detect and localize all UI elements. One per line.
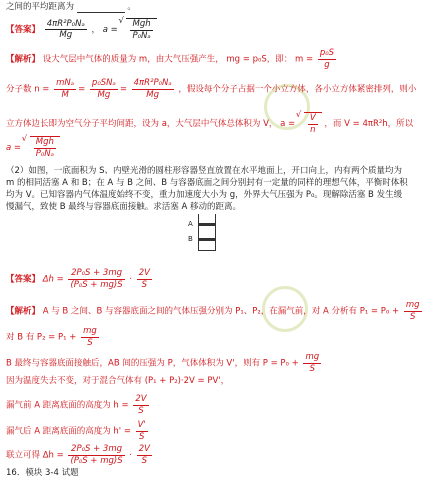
fraction: $\frac{\text{4πR²P₀Nₐ}}{Mg}$	[133, 78, 172, 100]
fraction: $\frac{\text{4πR²P₀Nₐ}}{Mg}$	[46, 18, 85, 41]
analysis-2-line-3: B 最终与容器底面接触后，AB 间的压强为 P，气体体积为 V'，则有 P = P₀ + $\frac{mg}{S}$	[6, 352, 320, 374]
answer-1: 【答案】 $\frac{\text{4πR²P₀Nₐ}}{Mg}$ ， a = √ $\frac{\text{Mgh}}{\text{P₀Nₐ}}$	[6, 18, 394, 41]
analysis-line-4: a = √ $\frac{\text{Mgh}}{\text{P₀Nₐ}}$	[6, 136, 394, 159]
analysis-2-line-6: 漏气后 A 距离底面的高度为 h' = $\frac{V'}{S}$	[6, 420, 146, 442]
fraction: $\frac{\text{p₀SNₐ}}{Mg}$	[91, 78, 116, 100]
cube-root: √ $\frac{V}{n}$	[304, 112, 322, 135]
answer-blank	[77, 12, 125, 13]
answer-2: 【答案】 Δh = $\frac{\text{2P₀S + 3mg}}{\text{(P₀S + mg)S}}$ · $\frac{2V}{S}$	[6, 268, 150, 290]
answer-label: 【答案】	[6, 25, 41, 36]
analysis-2-line-7: 联立可得 Δh = $\frac{\text{2P₀S + 3mg}}{\text{(P₀S + mg)S}}$ · $\frac{2V}{S}$	[6, 444, 150, 466]
question-2-line-1: （2）如图，一底面积为 S、内壁光滑的圆柱形容器竖直放置在水平地面上，开口向上，内有两个质量均为	[6, 166, 403, 176]
piston-b	[198, 238, 216, 241]
cylinder-figure	[188, 214, 218, 250]
analysis-label: 【解析】	[6, 54, 41, 65]
analysis-2-line-2: 对 B 有 P₂ = P₁ + $\frac{mg}{S}$	[6, 326, 97, 348]
fraction: $\frac{2V}{S}$	[138, 268, 150, 290]
footer-question-16: 16．模块 3-4 试题	[6, 468, 79, 478]
piston-label-a: A	[188, 220, 193, 228]
cube-root: √ $\frac{\text{Mgh}}{\text{P₀Nₐ}}$	[126, 18, 156, 41]
piston-a	[198, 223, 216, 226]
piston-label-b: B	[188, 235, 193, 243]
analysis-2-line-5: 漏气前 A 距离底面的高度为 h = $\frac{2V}{S}$	[6, 394, 147, 416]
analysis-line-1: 【解析】 设大气层中气体的质量为 m，由大气压强产生， mg = p₀S，即： m = $\frac{\text{p₀S}}{g}$	[6, 48, 335, 70]
analysis-line-3: 立方体边长即为空气分子平均间距，设为 a，大气层中气体总体积为 V， a = √ $\frac{V}{n}$ ，而 V = 4πR²h，所以	[6, 112, 394, 135]
question-2-line-3: 均为 V。已知容器内气体温度始终不变，重力加速度大小为 g，外界大气压强为 P₀。现解除活塞 B 发生缓	[6, 190, 403, 200]
analysis-line-2: 分子数 n = $\frac{\text{mNₐ}}{M}$ = $\frac{\text{p₀SNₐ}}{Mg}$ = $\frac{\text{4πR²P₀Nₐ}}{Mg}$ ，假设每个分子占据一个小立方体，各小立方体紧密排列，则小	[6, 78, 417, 100]
fraction: $\frac{\text{mNₐ}}{M}$	[56, 78, 75, 100]
analysis-2-line-1: 【解析】 A 与 B 之间、B 与容器底面之间的气体压强分别为 P₁、P₂，在漏气前，对 A 分析有 P₁ = P₀ + $\frac{mg}{S}$	[6, 300, 420, 322]
analysis-2-line-4: 因为温度失去不变，对于混合气体有 (P₁ + P₂)·2V = PV'，	[6, 376, 230, 386]
question-2-line-4: 慢漏气，致使 B 最终与容器底面接触。求活塞 A 移动的距离。	[6, 202, 241, 212]
fraction: $\frac{\text{p₀S}}{g}$	[319, 48, 335, 70]
cylinder	[198, 214, 216, 251]
question-2-line-2: m 的相同活塞 A 和 B；在 A 与 B 之间、B 与容器底面之间分别封有一定量的同样的理想气体，平衡时体积	[6, 178, 408, 188]
cube-root: √ $\frac{\text{Mgh}}{\text{P₀Nₐ}}$	[30, 136, 60, 159]
line-average-distance: 之间的平均距离为 。	[6, 2, 136, 12]
fraction: $\frac{\text{2P₀S + 3mg}}{\text{(P₀S + mg)S}}$	[70, 268, 123, 290]
